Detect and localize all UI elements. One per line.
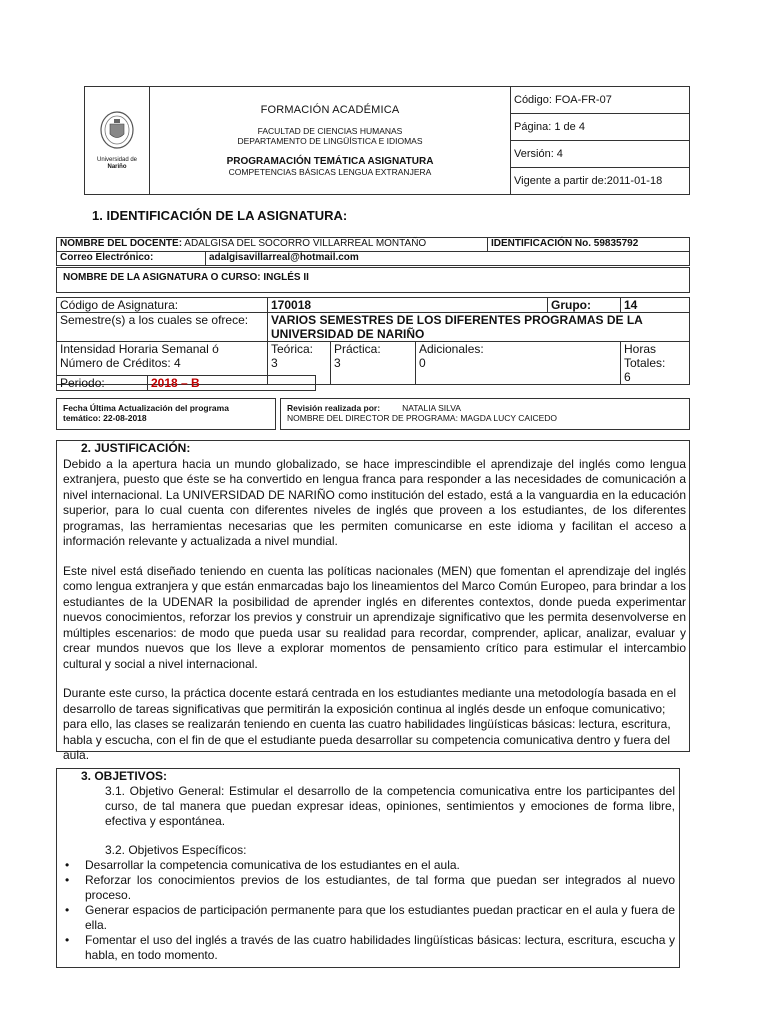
logo-text-line-2: Nariño xyxy=(107,164,127,170)
teacher-name-value: ADALGISA DEL SOCORRO VILLARREAL MONTAÑO xyxy=(182,238,427,249)
theory-label: Teórica: xyxy=(271,342,314,356)
header-title: FORMACIÓN ACADÉMICA xyxy=(260,104,400,116)
semester-label: Semestre(s) a los cuales se ofrece: xyxy=(57,313,268,342)
list-item: • Reforzar los conocimientos previos de los estudiantes, de tal forma que puedan ser integrados al nuevo proceso. xyxy=(63,873,675,903)
group-label: Grupo: xyxy=(548,298,621,313)
course-code-value: 170018 xyxy=(268,298,548,313)
teacher-id-cell xyxy=(488,238,690,252)
last-update-label: Fecha Última Actualización del programa xyxy=(63,403,229,413)
justification-heading: 2. JUSTIFICACIÓN: xyxy=(81,441,191,455)
justification-paragraph-2: Este nivel está diseñado teniendo en cuenta las políticas nacionales (MEN) que fomentan el aprendizaje del inglés como lengua extranjera y que están enmarcadas bajo los lineamientos del Marco Común Europeo, para brindar a los estudiantes de la UDENAR la posibilidad de aprender inglés en diferentes contextos, donde pueda experimentar nuevos conocimientos, reforzar los previos y construir un aprendizaje significativo que les permita desenvolverse en múltiples escenarios: de modo que pueda usar su realidad para recordar, comprender, aplicar, analizar, evaluar y crear mundos nuevos que los lleve a explorar momentos de pensamiento crítico para estimular el intercambio cultural y social a nivel internacional. xyxy=(63,563,686,671)
document-header xyxy=(84,86,690,195)
period-label: Periodo: xyxy=(57,376,148,391)
additional-cell xyxy=(416,342,621,385)
competencias-subtitle: COMPETENCIAS BÁSICAS LENGUA EXTRANJERA xyxy=(228,167,432,177)
logo-text-line-1: Universidad de xyxy=(96,157,138,163)
specific-objectives-heading: 3.2. Objetivos Específicos: xyxy=(105,843,247,857)
email-label: Correo Electrónico: xyxy=(57,252,206,265)
objectives-section xyxy=(56,768,680,968)
intensity-label: Intensidad Horaria Semanal ó Número de Créditos: 4 xyxy=(57,342,268,385)
last-update-box xyxy=(56,398,276,430)
group-value: 14 xyxy=(621,298,690,313)
doc-valid-from: Vigente a partir de:2011-01-18 xyxy=(511,168,690,195)
objectives-heading: 3. OBJETIVOS: xyxy=(81,769,168,783)
list-item: • Generar espacios de participación permanente para que los estudiantes puedan practicar en el aula y fuera de ella. xyxy=(63,903,675,933)
practice-cell xyxy=(331,342,416,385)
semester-value: VARIOS SEMESTRES DE LOS DIFERENTES PROGRAMAS DE LA UNIVERSIDAD DE NARIÑO xyxy=(268,313,690,342)
period-table xyxy=(56,375,316,391)
general-objective: 3.1. Objetivo General: Estimular el desarrollo de la competencia comunicativa entre los participantes del curso, de tal manera que puedan expresar ideas, opiniones, sentimientos y emociones de forma libre, efectiva y espontánea. xyxy=(105,784,675,828)
additional-value: 0 xyxy=(419,356,426,370)
email-cell xyxy=(57,252,690,266)
theory-value: 3 xyxy=(271,356,278,370)
teacher-name-cell xyxy=(57,238,488,252)
program-title: PROGRAMACIÓN TEMÁTICA ASIGNATURA xyxy=(226,156,434,167)
email-value: adalgisavillarreal@hotmail.com xyxy=(209,252,359,263)
total-hours-label: Horas Totales: xyxy=(624,342,666,370)
list-item: • Desarrollar la competencia comunicativa de los estudiantes en el aula. xyxy=(63,858,675,873)
doc-code: Código: FOA-FR-07 xyxy=(511,87,690,114)
reviewer-name: NATALIA SILVA xyxy=(402,403,461,413)
practice-label: Práctica: xyxy=(334,342,381,356)
additional-label: Adicionales: xyxy=(419,342,484,356)
faculty-name: FACULTAD DE CIENCIAS HUMANAS xyxy=(257,126,403,136)
doc-version: Versión: 4 xyxy=(511,141,690,168)
section-1-heading: 1. IDENTIFICACIÓN DE LA ASIGNATURA: xyxy=(92,208,348,223)
justification-section xyxy=(56,440,690,762)
total-hours-value: 6 xyxy=(624,370,631,384)
justification-paragraph-3: Durante este curso, la práctica docente estará centrada en los estudiantes mediante una metodología basada en el desarrollo de tareas significativas que permitirán la exposición continua al inglés desde un enfoque comunicativo; para ello, las clases se realizarán teniendo en cuenta las cuatro habilidades lingüísticas básicas: lectura, escritura, habla y escucha, con el fin de que el estudiante pueda desarrollar su competencia comunicativa dentro y fuera del aula. xyxy=(63,686,677,762)
teacher-table xyxy=(56,237,690,266)
teacher-name-label: NOMBRE DEL DOCENTE: xyxy=(60,238,183,249)
course-name: NOMBRE DE LA ASIGNATURA O CURSO: INGLÉS II xyxy=(56,267,690,293)
university-logo-cell xyxy=(85,87,150,195)
review-box xyxy=(280,398,690,430)
course-data-table xyxy=(56,297,690,385)
doc-page: Página: 1 de 4 xyxy=(511,114,690,141)
justification-paragraph-1: Debido a la apertura hacia un mundo globalizado, se hace imprescindible el aprendizaje del inglés como lengua extranjera, puesto que éste se ha convertido en lengua franca para responder a las necesidades de comunicación a nivel internacional. La UNIVERSIDAD DE NARIÑO como institución del estado, está a la vanguardia en la educación superior, para lo cual cuenta con diferentes niveles de inglés que proveen a los estudiantes, de los diferentes programas, las herramientas necesarias que les permiten comunicarse en este idioma y facilitan el acceso a información relevante y actualizada a nivel mundial. xyxy=(63,456,686,548)
total-hours-cell xyxy=(621,342,690,385)
department-name: DEPARTAMENTO DE LINGÜÍSTICA E IDIOMAS xyxy=(237,136,423,146)
period-value: 2018 – B xyxy=(148,376,316,391)
course-code-label: Código de Asignatura: xyxy=(57,298,268,313)
specific-objectives-list xyxy=(63,858,675,963)
program-director: NOMBRE DEL DIRECTOR DE PROGRAMA: MAGDA LUCY CAICEDO xyxy=(287,413,557,423)
header-title-cell xyxy=(150,87,511,195)
list-item: • Fomentar el uso del inglés a través de las cuatro habilidades lingüísticas básicas: lectura, escritura, escucha y habla, en todo momento. xyxy=(63,933,675,963)
practice-value: 3 xyxy=(334,356,341,370)
university-seal-icon xyxy=(99,110,135,150)
last-update-value: temático: 22-08-2018 xyxy=(63,413,147,423)
teacher-id-label: IDENTIFICACIÓN No. xyxy=(491,238,591,249)
review-label: Revisión realizada por: xyxy=(287,403,381,413)
teacher-id-value: 59835792 xyxy=(591,238,639,249)
